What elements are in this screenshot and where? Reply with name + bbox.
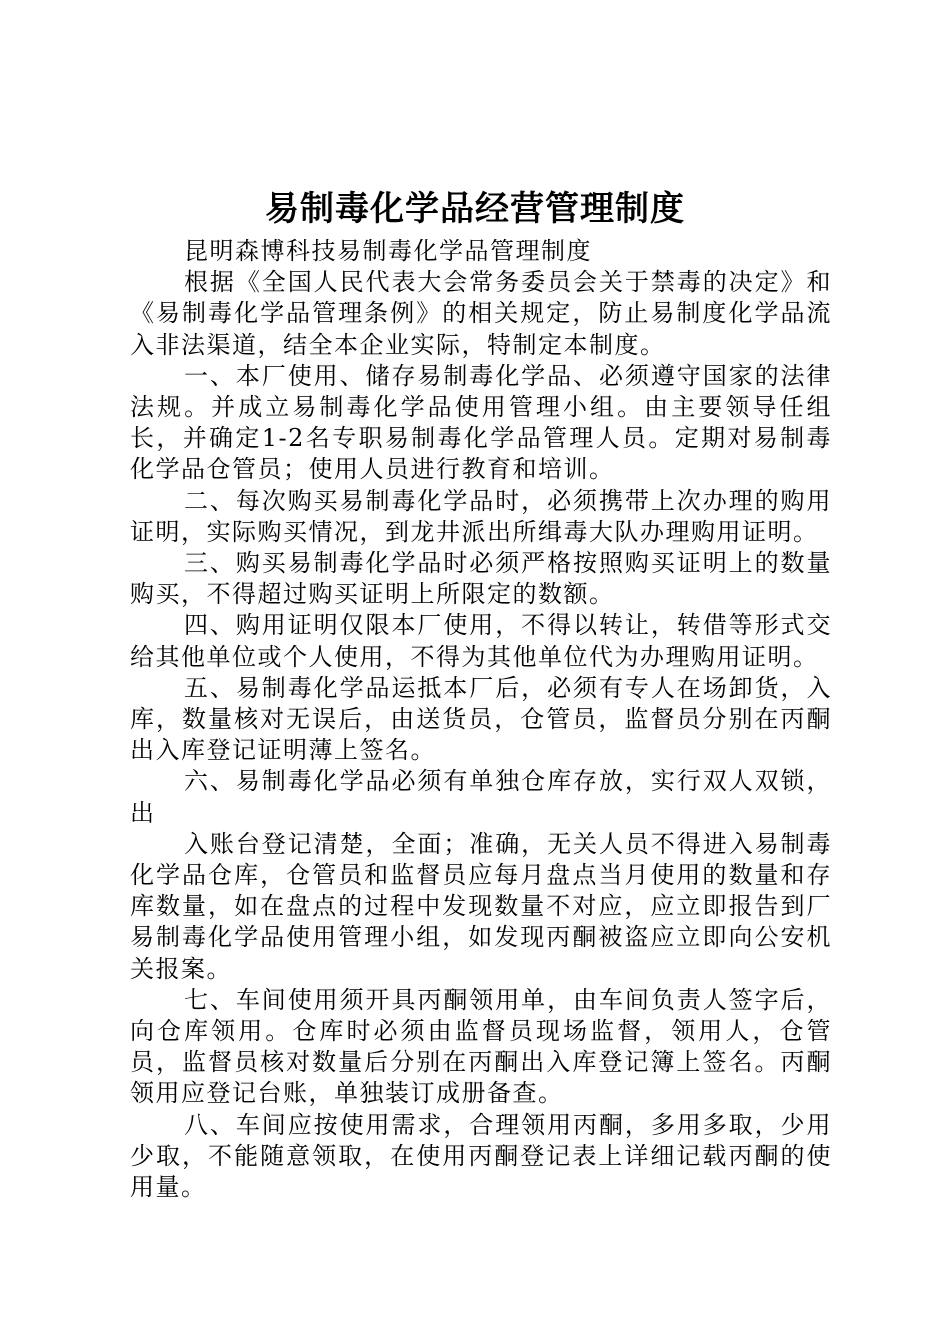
paragraph-intro: 根据《全国人民代表大会常务委员会关于禁毒的决定》和《易制毒化学品管理条例》的相关规定，防止易制度化学品流入非法渠道，结全本企业实际，特制定本制度。 — [130, 268, 832, 359]
paragraph-rule-4: 四、购用证明仅限本厂使用，不得以转让，转借等形式交给其他单位或个人使用，不得为其他单位代为办理购用证明。 — [130, 611, 832, 671]
paragraph-rule-2: 二、每次购买易制毒化学品时，必须携带上次办理的购用证明，实际购买情况，到龙井派出所缉毒大队办理购用证明。 — [130, 486, 832, 546]
paragraph-rule-6: 六、易制毒化学品必须有单独仓库存放，实行双人双锁，出 — [130, 767, 832, 827]
paragraph-rule-3: 三、购买易制毒化学品时必须严格按照购买证明上的数量购买，不得超过购买证明上所限定的数额。 — [130, 549, 832, 609]
paragraph-rule-6-continued: 入账台登记清楚，全面；准确，无关人员不得进入易制毒化学品仓库，仓管员和监督员应每月盘点当月使用的数量和存库数量，如在盘点的过程中发现数量不对应，应立即报告到厂易制毒化学品使用管理小组，如发现丙酮被盗应立即向公安机关报案。 — [130, 829, 832, 983]
document-subtitle: 昆明森博科技易制毒化学品管理制度 — [184, 237, 592, 265]
paragraph-rule-7: 七、车间使用须开具丙酮领用单，由车间负责人签字后，向仓库领用。仓库时必须由监督员现场监督，领用人，仓管员，监督员核对数量后分别在丙酮出入库登记簿上签名。丙酮领用应登记台账，单独装订成册备查。 — [130, 985, 832, 1108]
document-title: 易制毒化学品经营管理制度 — [265, 189, 685, 229]
paragraph-rule-1: 一、本厂使用、储存易制毒化学品、必须遵守国家的法律法规。并成立易制毒化学品使用管理小组。由主要领导任组长，并确定1-2名专职易制毒化学品管理人员。定期对易制毒化学品仓管员；使用人员进行教育和培训。 — [130, 361, 832, 484]
paragraph-rule-5: 五、易制毒化学品运抵本厂后，必须有专人在场卸货，入库，数量核对无误后，由送货员，仓管员，监督员分别在丙酮出入库登记证明薄上签名。 — [130, 673, 832, 765]
paragraph-rule-8: 八、车间应按使用需求，合理领用丙酮，多用多取，少用少取，不能随意领取，在使用丙酮登记表上详细记载丙酮的使用量。 — [130, 1110, 832, 1202]
document-body — [130, 236, 832, 1203]
